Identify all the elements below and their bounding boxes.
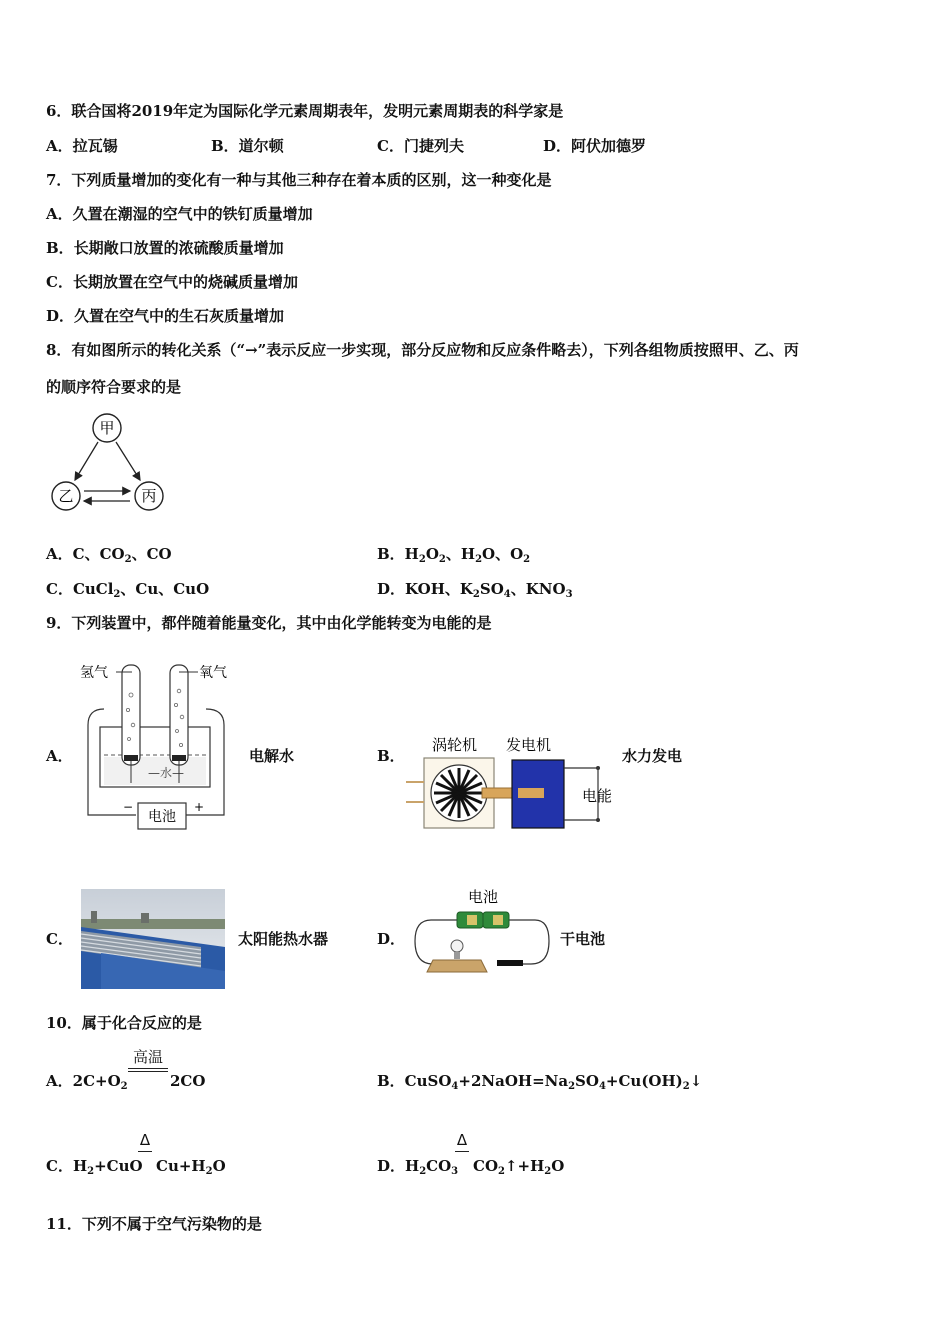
q8-option-d[interactable]: D．KOH、$K_2SO_4$、$KNO_3$ <box>377 580 573 600</box>
q9-option-c-label[interactable]: C． <box>46 930 73 948</box>
arrow-jia-to-yi <box>75 442 98 480</box>
electric-energy-label: 电能 <box>582 787 613 805</box>
q6-stem: 6．联合国将2019年定为国际化学元素周期表年，发明元素周期表的科学家是 <box>46 102 564 120</box>
q10-d-products: $CO_2↑+H_2O$ <box>473 1157 565 1177</box>
q10-c-condition: Δ <box>139 1131 151 1149</box>
q9-dry-cell-figure <box>411 886 553 978</box>
dry-cell-battery-label: 电池 <box>467 888 499 906</box>
q10-d-condition: Δ <box>456 1131 468 1149</box>
q10-option-a[interactable]: A．$2C+O_2$ <box>46 1072 128 1092</box>
q8-option-c[interactable]: C．CuCl$_2$、Cu、CuO <box>46 580 210 600</box>
q8-stem-line1: 8．有如图所示的转化关系（“→”表示反应一步实现，部分反应物和反应条件略去），下列各组物质按照甲、乙、丙 <box>46 341 799 359</box>
q10-c-products: $Cu+H_2O$ <box>156 1157 226 1177</box>
node-yi: 乙 <box>58 487 74 505</box>
q11-stem: 11．下列不属于空气污染物的是 <box>46 1215 262 1233</box>
q9-solar-heater-photo <box>81 889 225 989</box>
q6-option-b[interactable]: B．道尔顿 <box>211 137 284 155</box>
plus-sign: + <box>193 800 205 814</box>
q10-option-d[interactable]: D．$H_2CO_3$ <box>377 1157 459 1177</box>
q7-option-c[interactable]: C．长期放置在空气中的烧碱质量增加 <box>46 273 298 291</box>
q7-option-b[interactable]: B．长期敞口放置的浓硫酸质量增加 <box>46 239 284 257</box>
node-bing: 丙 <box>141 487 157 505</box>
q9-option-a-label[interactable]: A． <box>46 747 73 765</box>
q9-electrolysis-figure <box>78 655 243 835</box>
q7-option-d[interactable]: D．久置在空气中的生石灰质量增加 <box>46 307 285 325</box>
minus-sign: − <box>122 800 134 814</box>
q10-option-b[interactable]: B．$CuSO_4+2NaOH=Na_2SO_4+Cu(OH)_2↓$ <box>377 1072 703 1092</box>
q6-option-c[interactable]: C．门捷列夫 <box>377 137 464 155</box>
hydrogen-label: 氢气 <box>80 665 108 681</box>
q9-option-b-caption: 水力发电 <box>622 747 683 765</box>
q10-a-equals-line2 <box>128 1071 168 1072</box>
generator-label: 发电机 <box>506 736 552 754</box>
q7-option-a[interactable]: A．久置在潮湿的空气中的铁钉质量增加 <box>46 205 313 223</box>
svg-text:—水—: —水— <box>147 766 185 780</box>
q8-conversion-diagram <box>48 412 170 514</box>
battery-label: 电池 <box>148 809 176 825</box>
turbine-label: 涡轮机 <box>432 736 478 754</box>
q8-option-b[interactable]: B．$H_2O_2$、$H_2O$、$O_2$ <box>377 545 531 565</box>
q10-a-product: 2CO <box>170 1072 206 1090</box>
q8-stem-line2: 的顺序符合要求的是 <box>46 378 182 396</box>
q9-option-d-caption: 干电池 <box>560 930 606 948</box>
q7-stem: 7．下列质量增加的变化有一种与其他三种存在着本质的区别，这一种变化是 <box>46 171 552 189</box>
q9-option-c-caption: 太阳能热水器 <box>238 930 329 948</box>
q8-option-a[interactable]: A．C、$CO_2$、CO <box>46 545 172 565</box>
q6-option-a[interactable]: A．拉瓦锡 <box>46 137 118 155</box>
q10-option-c[interactable]: C．$H_2+CuO$ <box>46 1157 143 1177</box>
q9-option-a-caption: 电解水 <box>249 747 295 765</box>
arrow-jia-to-bing <box>116 442 140 480</box>
q6-option-d[interactable]: D．阿伏加德罗 <box>543 137 647 155</box>
q9-stem: 9．下列装置中，都伴随着能量变化，其中由化学能转变为电能的是 <box>46 614 492 632</box>
q9-option-b-label[interactable]: B． <box>377 747 405 765</box>
q10-d-equals-line <box>455 1151 469 1152</box>
q10-a-equals-line1 <box>128 1068 168 1069</box>
q10-stem: 10．属于化合反应的是 <box>46 1014 202 1032</box>
q10-c-equals-line <box>138 1151 152 1152</box>
node-jia: 甲 <box>99 419 115 437</box>
q9-option-d-label[interactable]: D． <box>377 930 406 948</box>
oxygen-label: 氧气 <box>199 665 227 681</box>
q9-hydropower-figure <box>406 732 618 834</box>
q10-a-condition: 高温 <box>132 1048 163 1066</box>
